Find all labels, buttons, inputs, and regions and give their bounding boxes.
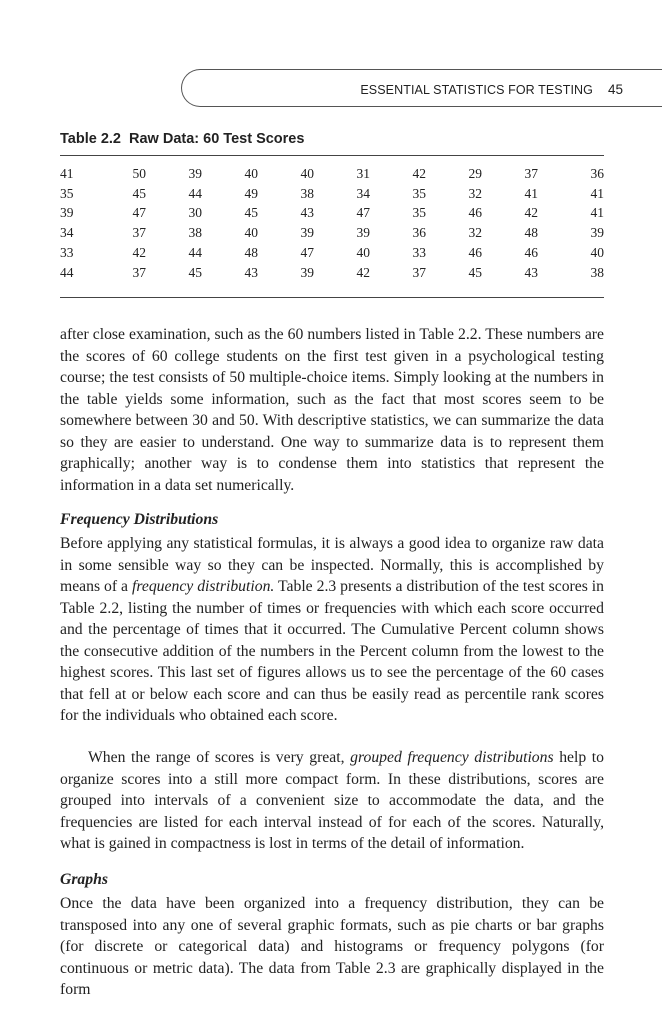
table-cell: 42 xyxy=(356,264,370,280)
frequency-p1-after: Table 2.3 presents a distribution of the test scores in Table 2.2, listing the number of times or frequencies with which each score occurred and the percentage of times that it occurred. The Cumulative Percent column shows the consecutive addition of the numbers in the Percent column from the lowest to the highest scores. This last set of figures allows us to see the percentage of the 60 cases that fell at or below each score and can thus be easily read as percentile rank scores for the individuals who obtained each score. xyxy=(60,578,604,724)
table-cell: 48 xyxy=(524,225,538,241)
table-cell: 39 xyxy=(356,225,370,241)
table-cell: 39 xyxy=(590,225,604,241)
table-cell: 42 xyxy=(132,244,146,260)
table-cell: 47 xyxy=(132,205,146,221)
frequency-p2-term: grouped frequency distributions xyxy=(350,749,554,766)
table-cell: 41 xyxy=(524,185,538,201)
table-cell: 33 xyxy=(60,244,74,260)
table-body xyxy=(60,155,604,290)
frequency-paragraph-2 xyxy=(60,747,604,855)
table-cell: 43 xyxy=(244,264,258,280)
frequency-p1-term: frequency distribution. xyxy=(131,578,275,595)
table-cell: 29 xyxy=(468,166,482,181)
table-title: Raw Data: 60 Test Scores xyxy=(129,131,305,147)
table-cell: 33 xyxy=(412,244,426,260)
table-cell: 36 xyxy=(590,166,604,181)
table-cell: 32 xyxy=(468,225,482,241)
frequency-p2-after: help to organize scores into a still more compact form. In these distributions, scores are grouped into intervals of a convenient size to accommodate the data, and the frequencies are listed for each interval instead of for each of the scores. Naturally, what is gained in compactness is lost in terms of the detail of information. xyxy=(60,749,604,852)
table-row xyxy=(60,223,604,243)
table-cell: 38 xyxy=(590,264,604,280)
table-cell: 37 xyxy=(132,225,146,241)
table-cell: 45 xyxy=(188,264,202,280)
frequency-p2-before: When the range of scores is very great, xyxy=(88,749,351,766)
intro-paragraph: after close examination, such as the 60 numbers listed in Table 2.2. These numbers are the scores of 60 college students on the first test given in a psychological testing course; the test consists of 50 multiple-choice items. Simply looking at the numbers in the table yields some information, such as the fact that most scores seem to be somewhere between 30 and 50. With descriptive statistics, we can summarize the data so they are easier to understand. One way to summarize data is to represent them graphically; another way is to condense them into statistics that represent the information in a data set numerically. xyxy=(60,326,604,494)
table-cell: 35 xyxy=(412,185,426,201)
table-cell: 46 xyxy=(468,244,482,260)
table-rule-bottom xyxy=(60,297,604,298)
table-cell: 32 xyxy=(468,185,482,201)
table-cell: 40 xyxy=(356,244,370,260)
table-cell: 41 xyxy=(590,205,604,221)
running-header-title: ESSENTIAL STATISTICS FOR TESTING xyxy=(360,83,593,97)
table-cell: 39 xyxy=(60,205,74,221)
raw-data-table xyxy=(60,155,604,290)
table-cell: 45 xyxy=(132,185,146,201)
table-cell: 45 xyxy=(468,264,482,280)
table-cell: 35 xyxy=(60,185,74,201)
table-cell: 35 xyxy=(412,205,426,221)
table-cell: 41 xyxy=(60,166,74,181)
table-cell: 44 xyxy=(188,244,202,260)
table-cell: 38 xyxy=(188,225,202,241)
table-cell: 31 xyxy=(356,166,370,181)
table-cell: 49 xyxy=(244,185,258,201)
table-caption xyxy=(60,131,304,147)
table-cell: 47 xyxy=(300,244,314,260)
table-cell: 45 xyxy=(244,205,258,221)
table-row xyxy=(60,203,604,223)
graphs-paragraph-1: Once the data have been organized into a frequency distribution, they can be transposed into any one of several graphic formats, such as pie charts or bar graphs (for discrete or categorical data) and histograms or frequency polygons (for continuous or metric data). The data from Table 2.3 are graphically displayed in the form xyxy=(60,895,604,998)
table-cell: 40 xyxy=(244,166,258,181)
table-cell: 39 xyxy=(188,166,202,181)
table-label: Table 2.2 xyxy=(60,131,121,147)
table-cell: 34 xyxy=(356,185,370,201)
table-cell: 40 xyxy=(590,244,604,260)
table-cell: 37 xyxy=(132,264,146,280)
page-number: 45 xyxy=(607,82,623,97)
table-cell: 39 xyxy=(300,264,314,280)
table-cell: 34 xyxy=(60,225,74,241)
table-row xyxy=(60,263,604,291)
table-cell: 46 xyxy=(468,205,482,221)
table-cell: 39 xyxy=(300,225,314,241)
table-cell: 37 xyxy=(524,166,538,181)
table-row xyxy=(60,155,604,184)
table-cell: 30 xyxy=(188,205,202,221)
table-cell: 43 xyxy=(300,205,314,221)
running-header xyxy=(181,69,662,107)
table-cell: 44 xyxy=(60,264,74,280)
table-cell: 41 xyxy=(590,185,604,201)
frequency-paragraph-1 xyxy=(60,533,604,727)
section-heading-graphs: Graphs xyxy=(60,871,108,888)
table-cell: 42 xyxy=(412,166,426,181)
table-cell: 36 xyxy=(412,225,426,241)
frequency-p1-before: Before applying any statistical formulas, it is always a good idea to organize raw data in some sensible way so they can be inspected. Normally, this is accomplished by means of a xyxy=(60,535,604,595)
table-cell: 50 xyxy=(132,166,146,181)
table-cell: 43 xyxy=(524,264,538,280)
table-cell: 38 xyxy=(300,185,314,201)
section-heading-frequency: Frequency Distributions xyxy=(60,511,219,528)
table-cell: 37 xyxy=(412,264,426,280)
table-row xyxy=(60,184,604,204)
table-cell: 40 xyxy=(244,225,258,241)
table-cell: 47 xyxy=(356,205,370,221)
table-row xyxy=(60,243,604,263)
table-cell: 42 xyxy=(524,205,538,221)
table-cell: 46 xyxy=(524,244,538,260)
table-cell: 48 xyxy=(244,244,258,260)
table-cell: 44 xyxy=(188,185,202,201)
table-cell: 40 xyxy=(300,166,314,181)
